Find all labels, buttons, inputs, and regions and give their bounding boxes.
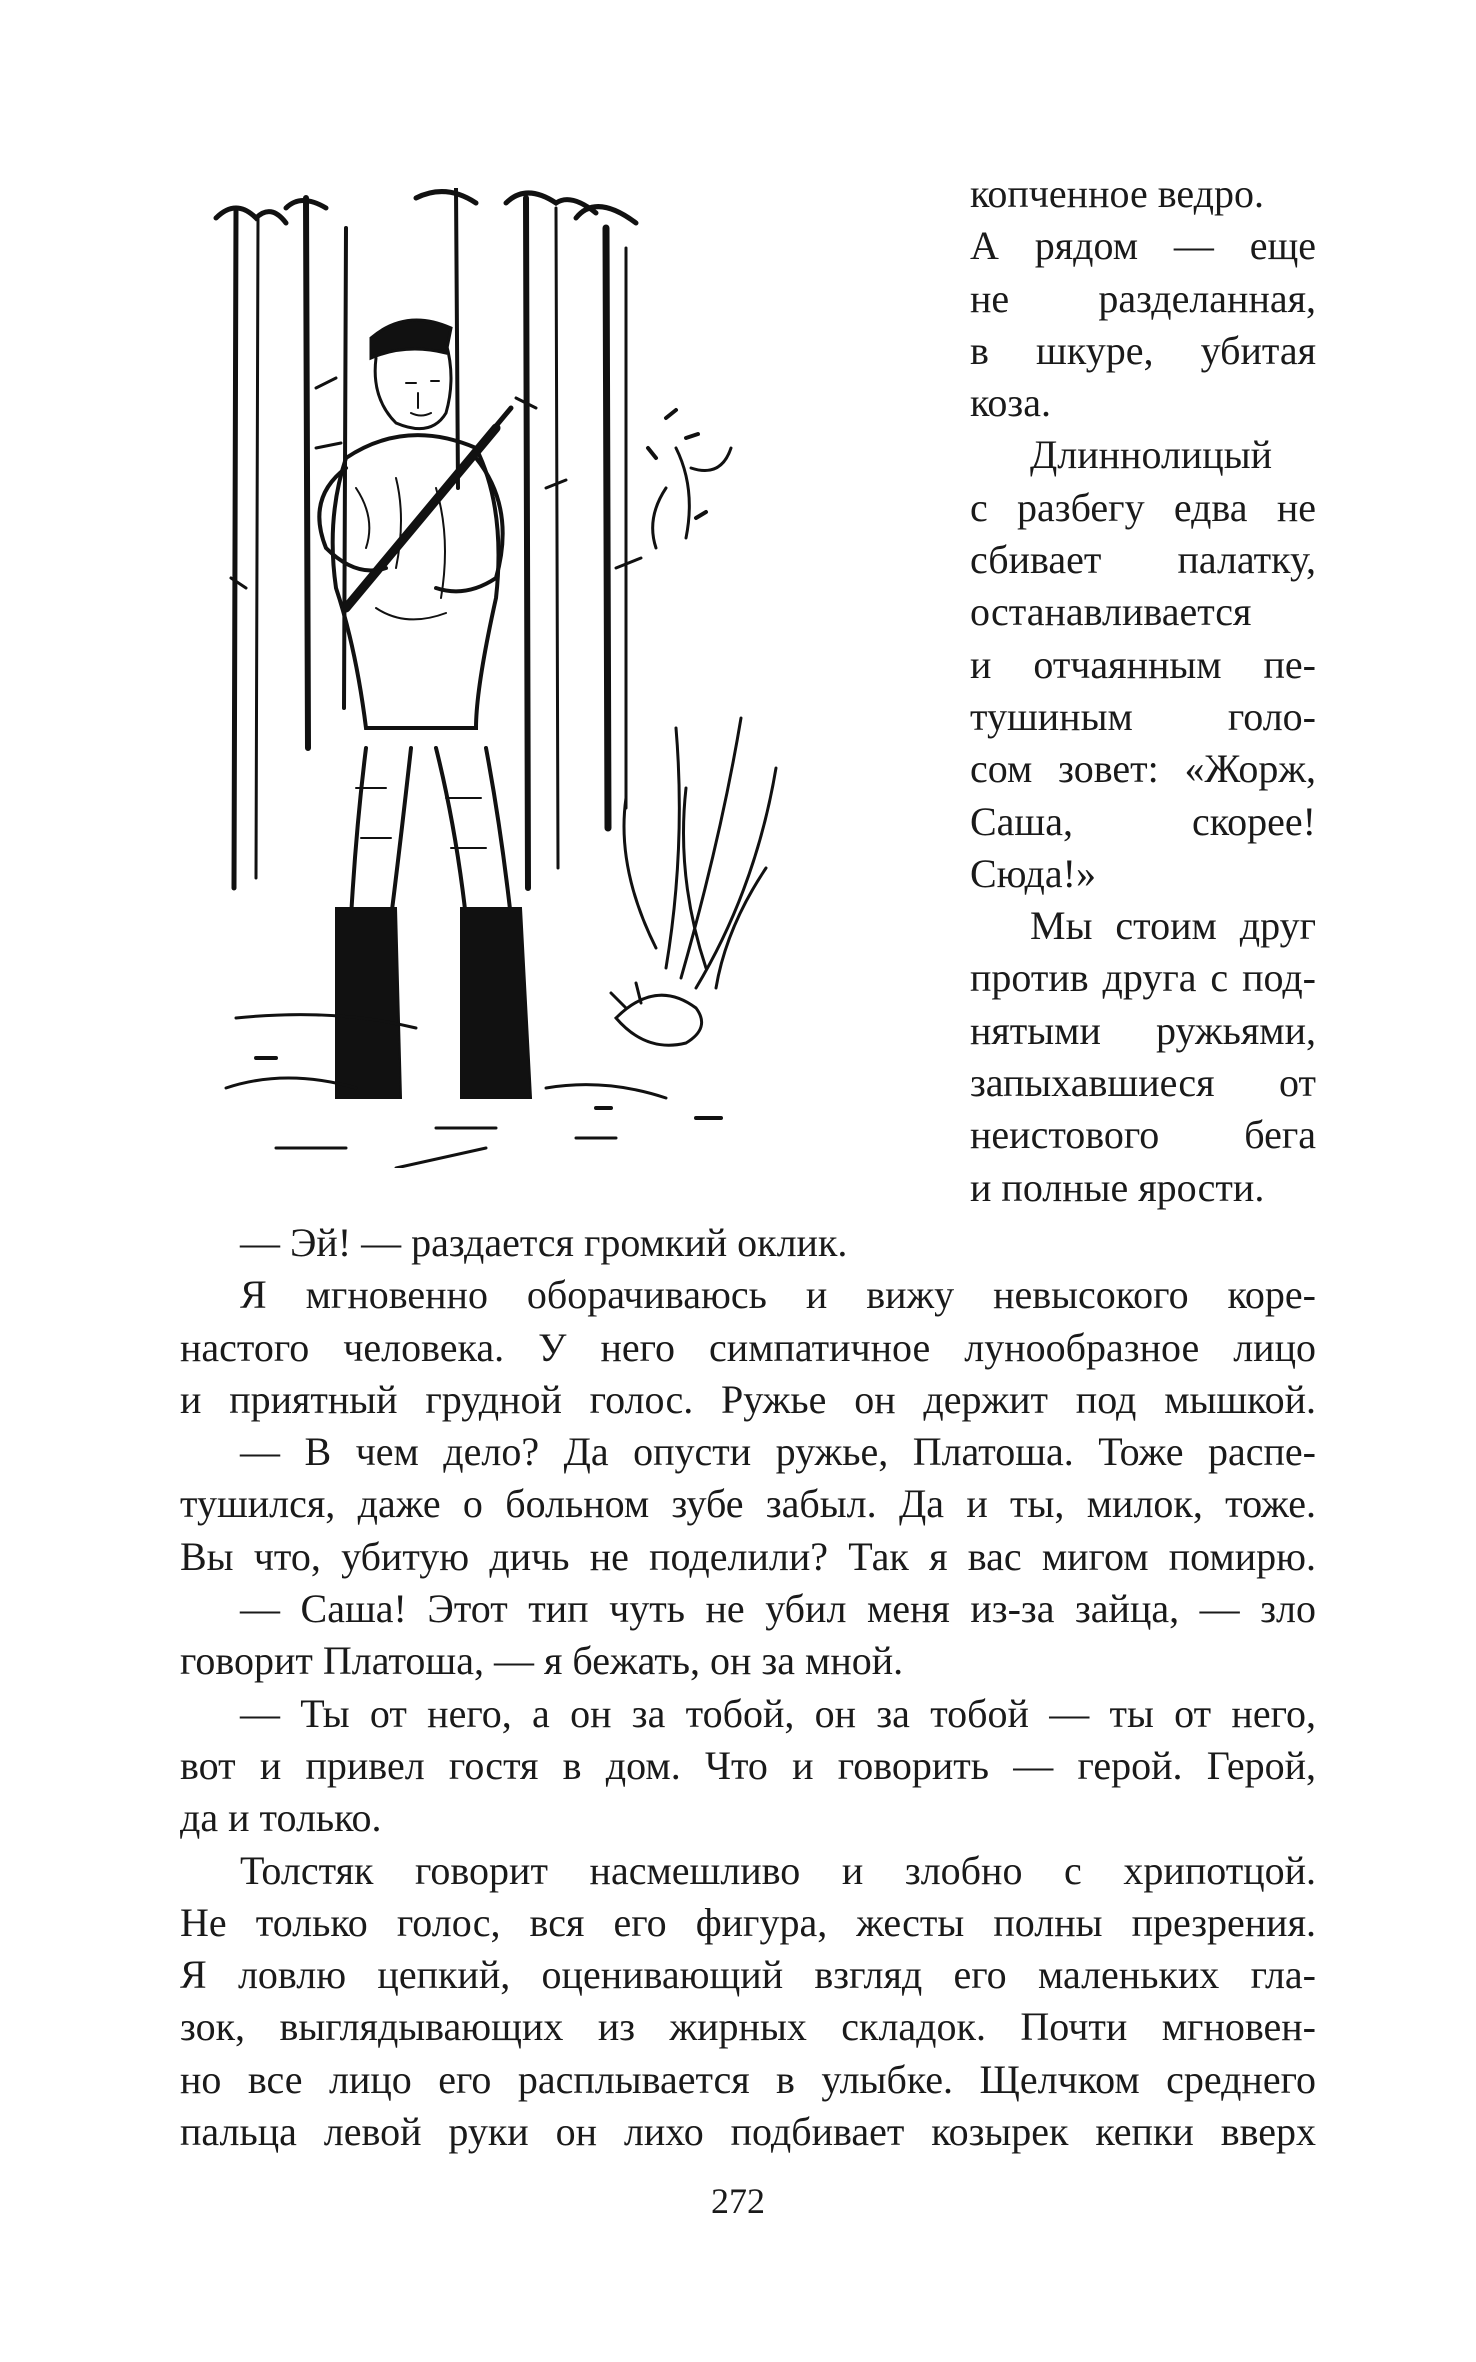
- text-line: — Саша! Этот тип чуть не убил меня из-за зайца, — зло: [240, 1586, 1316, 1632]
- text-line: сбивает палатку,: [970, 537, 1316, 583]
- text-line: — Эй! — раздается громкий оклик.: [240, 1220, 848, 1265]
- text-line: говорит Платоша, — я бежать, он за мной.: [180, 1638, 904, 1684]
- text-line: Мы стоим друг: [1030, 903, 1316, 949]
- text-line: Толстяк говорит насмешливо и злобно с хрипотцой.: [240, 1847, 1316, 1893]
- text-line: тушился, даже о больном зубе забыл. Да и ты, милок, тоже.: [180, 1481, 1316, 1527]
- text-line: Я ловлю цепкий, оценивающий взгляд его маленьких гла-: [180, 1952, 1316, 1998]
- text-line: — Ты от него, а он за тобой, он за тобой — ты от него,: [240, 1690, 1316, 1736]
- text-line: Я мгновенно оборачиваюсь и вижу невысокого коре-: [240, 1272, 1316, 1318]
- text-line: с разбегу едва не: [970, 484, 1316, 530]
- text-line: и полные ярости.: [970, 1164, 1265, 1210]
- text-line: коза.: [970, 380, 1051, 426]
- text-line: запыхавшиеся от: [970, 1060, 1316, 1106]
- text-line: Не только голос, вся его фигура, жесты полны презрения.: [180, 1899, 1316, 1945]
- text-line: пальца левой руки он лихо подбивает козырек кепки вверх: [180, 2109, 1316, 2155]
- text-line: в шкуре, убитая: [970, 327, 1316, 373]
- text-line: но все лицо его расплывается в улыбке. Щелчком среднего: [180, 2056, 1316, 2102]
- text-line: и приятный грудной голос. Ружье он держит под мышкой.: [180, 1376, 1316, 1422]
- text-line: копченное ведро.: [970, 171, 1264, 216]
- text-line: нятыми ружьями,: [970, 1007, 1316, 1053]
- hunter-drawing: [196, 188, 806, 1168]
- text-line: неистового бега: [970, 1112, 1316, 1158]
- main-text-column: [180, 1217, 1316, 2158]
- illustration-hunter-in-forest: [196, 188, 806, 1168]
- text-line: не разделанная,: [970, 275, 1316, 321]
- text-line: тушиным голо-: [970, 693, 1316, 739]
- page-number: 272: [711, 2181, 765, 2221]
- text-line: вот и привел гостя в дом. Что и говорить — герой. Герой,: [180, 1742, 1316, 1788]
- text-line: Вы что, убитую дичь не поделили? Так я вас мигом помирю.: [180, 1533, 1316, 1579]
- text-line: Саша, скорее!: [970, 798, 1316, 844]
- text-line: Длиннолицый: [1030, 432, 1272, 478]
- text-line: сом зовет: «Жорж,: [970, 746, 1316, 792]
- text-line: зок, выглядывающих из жирных складок. Почти мгновен-: [180, 2004, 1316, 2050]
- text-line: А рядом — еще: [970, 223, 1316, 269]
- text-line: да и только.: [180, 1795, 382, 1841]
- text-line: и отчаянным пе-: [970, 641, 1316, 687]
- text-line: настого человека. У него симпатичное лунообразное лицо: [180, 1324, 1316, 1370]
- side-text-column: [970, 168, 1316, 1214]
- text-line: против друга с под-: [970, 955, 1316, 1001]
- text-line: Сюда!»: [970, 850, 1096, 896]
- text-line: останавливается: [970, 589, 1252, 635]
- text-line: — В чем дело? Да опусти ружье, Платоша. Тоже распе-: [240, 1429, 1316, 1475]
